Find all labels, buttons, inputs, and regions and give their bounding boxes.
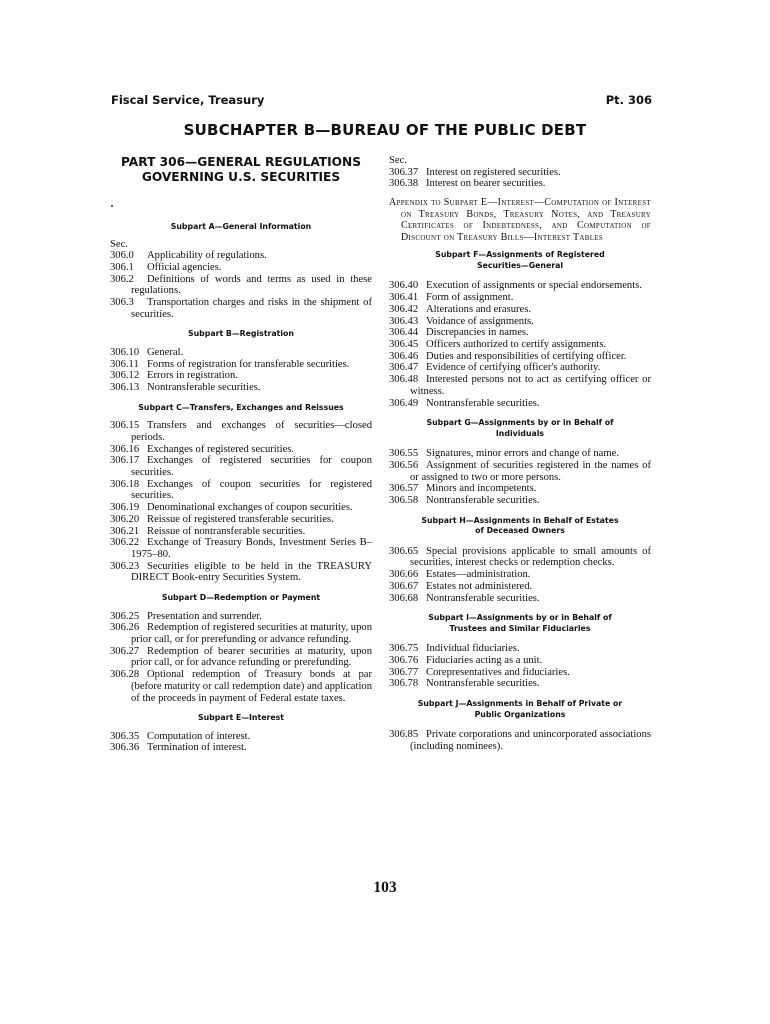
section-title: Nontransferable securities.	[426, 495, 540, 507]
section-number: 306.15	[110, 420, 140, 432]
running-head-left: Fiscal Service, Treasury	[111, 93, 265, 107]
section-number: 306.28	[110, 669, 140, 681]
section-title: Exchanges of registered securities for coupon securities.	[131, 455, 372, 479]
section-title: Interest on registered securities.	[426, 166, 561, 178]
toc-entry	[389, 460, 651, 483]
section-number: 306.49	[389, 397, 419, 409]
subpart-h-heading	[389, 516, 651, 537]
section-title: Nontransferable securities.	[426, 592, 540, 604]
section-number: 306.56	[389, 459, 419, 471]
toc-entry	[110, 646, 372, 669]
section-title: Evidence of certifying officer's authority.	[426, 362, 601, 374]
section-number: 306.47	[389, 362, 419, 374]
section-number: 306.20	[110, 513, 140, 525]
toc-entry	[389, 316, 651, 328]
section-title: Redemption of registered securities at maturity, upon prior call, or for prerefunding or advance refunding.	[131, 622, 372, 645]
section-number: 306.45	[389, 339, 419, 350]
section-title: Definitions of words and terms as used in these regulations.	[131, 273, 372, 297]
toc-entry	[389, 678, 651, 690]
subpart-e-entries-left	[110, 731, 372, 754]
toc-entry	[389, 351, 651, 363]
section-number: 306.12	[110, 370, 140, 382]
subpart-f-entries	[389, 280, 651, 409]
toc-entry	[389, 546, 651, 569]
subpart-e-heading: Subpart E—Interest	[198, 713, 284, 723]
section-number: 306.10	[110, 346, 140, 358]
subpart-a-heading: Subpart A—General Information	[170, 222, 312, 231]
section-number: 306.19	[110, 502, 140, 514]
subpart-i-heading-line-2: Trustees and Similar Fiduciaries	[449, 623, 591, 633]
toc-entry	[110, 611, 372, 623]
running-head-right: Pt. 306	[605, 93, 652, 107]
toc-entry	[389, 667, 651, 679]
toc-entry	[110, 669, 372, 704]
section-title: Duties and responsibilities of certifying officer.	[426, 350, 627, 362]
section-title: Nontransferable securities.	[426, 678, 540, 690]
toc-entry	[110, 359, 372, 371]
toc-entry	[389, 569, 651, 581]
subpart-g-entries	[389, 448, 651, 507]
subpart-b-entries	[110, 347, 372, 394]
section-title: Exchange of Treasury Bonds, Investment Series B–1975–80.	[131, 537, 372, 560]
section-title: Reissue of registered transferable securities.	[147, 513, 334, 525]
section-number: 306.68	[389, 592, 419, 604]
part-title	[110, 155, 372, 185]
section-number: 306.44	[389, 327, 419, 339]
toc-entry	[110, 262, 372, 274]
toc-entry	[389, 593, 651, 605]
subpart-h-entries	[389, 546, 651, 605]
subpart-b-heading: Subpart B—Registration	[188, 329, 294, 339]
subpart-g-heading-line-2: Individuals	[495, 428, 545, 438]
section-number: 306.41	[389, 292, 419, 304]
section-title: Forms of registration for transferable securities.	[147, 358, 350, 370]
left-column	[110, 155, 372, 754]
section-number: 306.22	[110, 537, 140, 549]
subpart-f-heading	[389, 250, 651, 271]
toc-entry	[110, 250, 372, 262]
section-number: 306.17	[110, 455, 140, 467]
section-title: Special provisions applicable to small amounts of securities, interest checks or redemption checks.	[410, 545, 651, 569]
section-number: 306.0	[110, 250, 134, 262]
toc-entry	[110, 479, 372, 502]
section-title: Optional redemption of Treasury bonds at par (before maturity or call redemption date) and application of the proceeds in payment of Federal estate taxes.	[131, 669, 372, 704]
section-number: 306.11	[110, 358, 139, 370]
section-number: 306.26	[110, 622, 140, 634]
section-number: 306.21	[110, 525, 140, 537]
subchapter-title: SUBCHAPTER B—BUREAU OF THE PUBLIC DEBT	[183, 121, 587, 139]
toc-entry	[110, 455, 372, 478]
appendix-title: —Interest—Computation of Interest on Treasury Bonds, Treasury Notes, and Treasury Certificates of Indebtedness, and Computation of Discount on Treasury Bills—Interest Tables	[401, 197, 651, 243]
toc-entry	[389, 581, 651, 593]
section-title: Reissue of nontransferable securities.	[147, 525, 306, 537]
section-title: Termination of interest.	[147, 742, 247, 754]
section-title: Computation of interest.	[147, 730, 251, 742]
toc-entry	[110, 444, 372, 456]
section-title: Execution of assignments or special endorsements.	[426, 280, 642, 292]
section-title: Transportation charges and risks in the shipment of securities.	[131, 297, 372, 320]
toc-entry	[389, 280, 651, 292]
toc-entry	[110, 622, 372, 645]
section-number: 306.67	[389, 580, 419, 592]
section-title: Interested persons not to act as certifying officer or witness.	[410, 374, 651, 397]
section-number: 306.78	[389, 678, 419, 690]
subpart-g-heading-line-1: Subpart G—Assignments by or in Behalf of	[426, 418, 614, 428]
section-number: 306.58	[389, 495, 419, 507]
toc-entry	[110, 742, 372, 754]
toc-entry	[110, 347, 372, 359]
section-title: Presentation and surrender.	[147, 610, 263, 622]
section-title: Corepresentatives and fiduciaries.	[426, 666, 570, 678]
subpart-i-heading-line-1: Subpart I—Assignments by or in Behalf of	[428, 613, 612, 623]
toc-entry	[389, 178, 651, 190]
toc-entry	[110, 731, 372, 743]
section-number: 306.66	[389, 569, 419, 581]
section-number: 306.48	[389, 374, 419, 386]
section-number: 306.2	[110, 273, 134, 285]
subpart-f-heading-line-1: Subpart F—Assignments of Registered	[435, 250, 605, 260]
section-number: 306.40	[389, 280, 419, 292]
toc-entry	[389, 448, 651, 460]
section-number: 306.85	[389, 729, 419, 741]
section-number: 306.76	[389, 654, 419, 666]
subpart-d-entries	[110, 611, 372, 705]
toc-entry	[110, 370, 372, 382]
section-title: Interest on bearer securities.	[426, 178, 546, 190]
sec-label: Sec.	[110, 238, 128, 250]
toc-entry	[389, 374, 651, 397]
section-title: Minors and incompetents.	[426, 483, 537, 495]
subpart-i-entries	[389, 643, 651, 690]
section-title: Transfers and exchanges of securities—closed periods.	[131, 420, 372, 443]
toc-entry	[389, 304, 651, 316]
section-title: Exchanges of coupon securities for registered securities.	[131, 478, 372, 502]
section-title: General.	[147, 346, 184, 358]
section-title: Nontransferable securities.	[147, 382, 261, 394]
running-head	[111, 93, 652, 109]
section-title: Discrepancies in names.	[426, 327, 529, 339]
section-title: Securities eligible to be held in the TREASURY DIRECT Book-entry Securities System.	[131, 560, 372, 584]
toc-entry	[110, 274, 372, 297]
section-number: 306.23	[110, 560, 140, 572]
section-title: Fiduciaries acting as a unit.	[426, 654, 543, 666]
section-title: Individual fiduciaries.	[426, 643, 520, 655]
toc-entry	[389, 398, 651, 410]
subpart-j-heading-line-2: Public Organizations	[474, 709, 566, 719]
toc-entry	[389, 339, 651, 351]
toc-entry	[389, 729, 651, 752]
section-number: 306.36	[110, 742, 140, 754]
subpart-j-entries	[389, 729, 651, 752]
subpart-h-heading-line-2: of Deceased Owners	[475, 526, 565, 536]
section-number: 306.35	[110, 730, 140, 742]
section-number: 306.38	[389, 178, 419, 190]
part-title-line-1: PART 306—GENERAL REGULATIONS	[121, 155, 361, 169]
section-number: 306.46	[389, 350, 419, 362]
toc-entry	[110, 514, 372, 526]
toc-entry	[389, 327, 651, 339]
section-number: 306.55	[389, 448, 419, 460]
section-title: Assignment of securities registered in the names of or assigned to two or more persons.	[410, 459, 651, 483]
subpart-d-heading: Subpart D—Redemption or Payment	[161, 593, 321, 603]
subpart-c-entries	[110, 420, 372, 584]
section-number: 306.37	[389, 166, 419, 178]
subpart-g-heading	[389, 418, 651, 439]
section-number: 306.77	[389, 666, 419, 678]
section-number: 306.3	[110, 297, 134, 309]
toc-entry	[389, 362, 651, 374]
toc-entry	[110, 382, 372, 394]
section-title: Denominational exchanges of coupon securities.	[147, 502, 353, 514]
page-number: 103	[373, 879, 397, 896]
section-title: Applicability of regulations.	[147, 250, 267, 262]
section-number: 306.42	[389, 303, 419, 315]
section-number: 306.13	[110, 382, 140, 394]
subpart-j-heading	[389, 699, 651, 720]
appendix-lead: Appendix to Subpart E	[389, 197, 488, 209]
subpart-a-entries	[110, 250, 372, 320]
subpart-j-heading-line-1: Subpart J—Assignments in Behalf of Private or	[417, 699, 623, 709]
subpart-c-heading: Subpart C—Transfers, Exchanges and Reissues	[138, 402, 344, 412]
appendix-entry	[389, 197, 651, 243]
toc-entry	[110, 420, 372, 443]
toc-entry	[110, 526, 372, 538]
section-title: Officers authorized to certify assignments.	[426, 339, 607, 350]
section-number: 306.65	[389, 545, 419, 557]
section-number: 306.43	[389, 315, 419, 327]
section-title: Alterations and erasures.	[426, 303, 532, 315]
toc-entry	[389, 495, 651, 507]
section-title: Estates not administered.	[426, 580, 533, 592]
section-number: 306.57	[389, 483, 419, 495]
part-title-line-2: GOVERNING U.S. SECURITIES	[141, 170, 341, 184]
section-title: Estates—administration.	[426, 569, 531, 581]
section-title: Private corporations and unincorporated associations (including nominees).	[410, 729, 651, 752]
toc-entry	[110, 297, 372, 320]
subpart-f-heading-line-2: Securities—General	[476, 260, 564, 270]
section-title: Nontransferable securities.	[426, 397, 540, 409]
subpart-i-heading	[389, 613, 651, 634]
section-title: Exchanges of registered securities.	[147, 443, 295, 455]
toc-entry	[389, 167, 651, 179]
section-number: 306.16	[110, 443, 140, 455]
section-title: Form of assignment.	[426, 292, 514, 304]
right-column	[389, 155, 651, 752]
toc-entry	[110, 561, 372, 584]
section-title: Voidance of assignments.	[426, 315, 534, 327]
section-number: 306.18	[110, 478, 140, 490]
section-number: 306.1	[110, 261, 134, 273]
toc-entry	[389, 292, 651, 304]
section-number: 306.25	[110, 610, 140, 622]
toc-entry	[110, 502, 372, 514]
section-title: Signatures, minor errors and change of name.	[426, 448, 619, 460]
toc-entry	[389, 483, 651, 495]
section-title: Redemption of bearer securities at maturity, upon prior call, or for advance refunding or prerefunding.	[131, 645, 372, 669]
section-number: 306.75	[389, 643, 419, 655]
section-title: Errors in registration.	[147, 370, 238, 382]
section-number: 306.27	[110, 645, 140, 657]
toc-entry	[110, 537, 372, 560]
subpart-e-entries-right	[389, 167, 651, 190]
toc-entry	[389, 643, 651, 655]
sec-label: Sec.	[389, 155, 407, 166]
toc-entry	[389, 655, 651, 667]
subpart-h-heading-line-1: Subpart H—Assignments in Behalf of Estates	[421, 515, 619, 525]
section-title: Official agencies.	[147, 261, 222, 273]
